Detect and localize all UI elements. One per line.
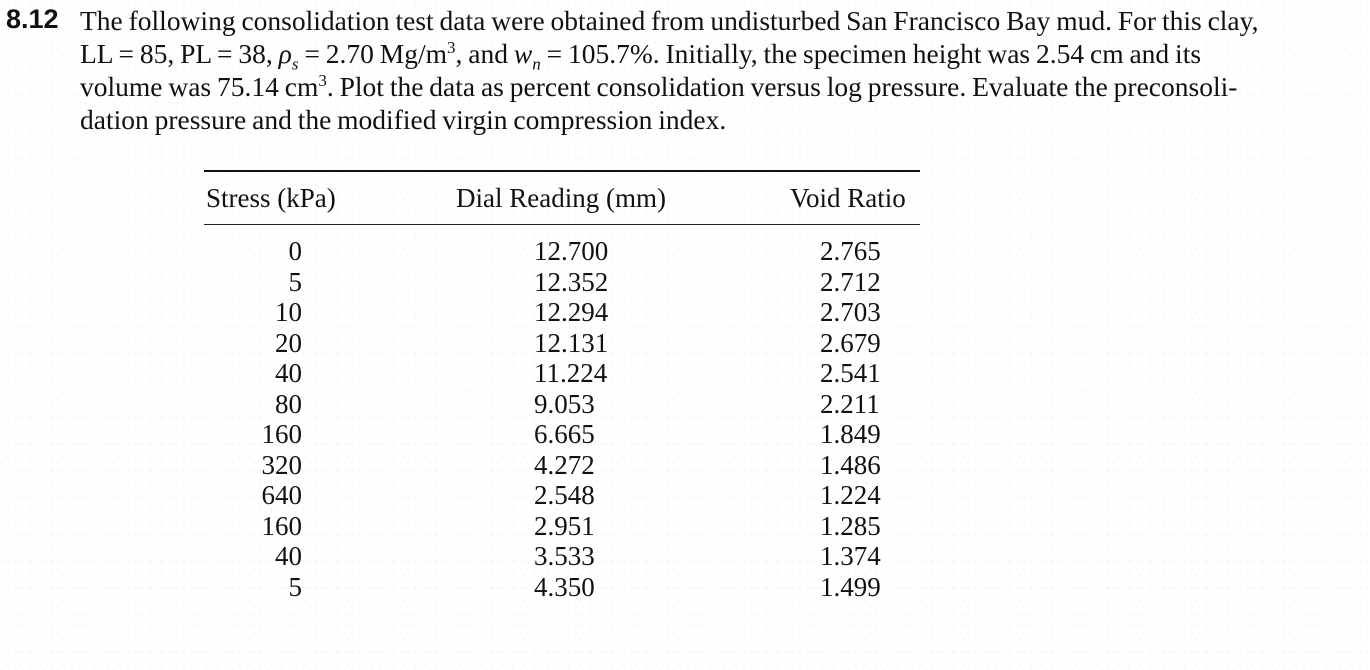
problem-line-2: LL = 85, PL = 38, $\rho_s = 2.70$ $Mg/m^3$, and $w_n = 105.7\%$. Initially, the specimen height was 2.54 cm and its (80, 37, 1202, 74)
table-row (204, 267, 920, 297)
stress-cell: 320 (261, 449, 302, 480)
stress-cell: 5 (288, 266, 302, 297)
table-row (204, 480, 920, 510)
dial-reading-cell: 4.272 (534, 449, 595, 480)
table-row (204, 297, 920, 327)
dial-reading-cell: 12.294 (534, 297, 609, 327)
problem-line-3: volume was 75.14 $cm^3$. Plot the data as percent consolidation versus log pressure. Evaluate the preconsoli- (80, 70, 1238, 102)
table-row (204, 358, 920, 388)
problem-number: 8.12 (6, 4, 59, 34)
stress-cell: 0 (288, 236, 302, 266)
dial-reading-cell: 6.665 (534, 419, 595, 449)
dial-reading-cell: 3.533 (534, 541, 595, 571)
water-content-symbol: w (513, 38, 533, 69)
density-symbol: ρ (278, 38, 292, 69)
table-row (204, 419, 920, 449)
stress-cell: 80 (275, 388, 302, 419)
void-ratio-cell: 1.285 (820, 510, 881, 541)
void-ratio-cell: 1.849 (820, 419, 881, 449)
dial-reading-cell: 2.548 (534, 480, 595, 510)
stress-cell: 160 (261, 510, 302, 541)
void-ratio-cell: 1.374 (820, 541, 881, 571)
table-row (204, 236, 920, 266)
dial-reading-cell: 9.053 (534, 388, 595, 419)
stress-cell: 640 (261, 480, 302, 510)
void-ratio-cell: 1.486 (820, 449, 881, 480)
table-row (204, 450, 920, 480)
stress-cell: 40 (275, 358, 302, 388)
void-ratio-cell: 2.679 (820, 327, 881, 358)
stress-cell: 160 (261, 419, 302, 449)
dial-reading-cell: 11.224 (534, 358, 608, 388)
table-header-rule (204, 224, 920, 225)
stress-cell: 10 (275, 297, 302, 327)
problem-text (80, 4, 1350, 136)
header-void-ratio: Void Ratio (790, 183, 906, 213)
void-ratio-cell: 1.499 (820, 571, 881, 602)
table-row (204, 511, 920, 541)
dial-reading-cell: 12.700 (534, 236, 609, 266)
void-ratio-cell: 2.703 (820, 297, 881, 327)
problem-line-4: dation pressure and the modified virgin compression index. (80, 104, 727, 135)
void-ratio-cell: 2.765 (820, 236, 881, 266)
problem-line-1: The following consolidation test data were obtained from undisturbed San Francisco Bay mud. For this clay, (80, 5, 1259, 36)
void-ratio-cell: 2.211 (820, 388, 880, 419)
dial-reading-cell: 4.350 (534, 571, 595, 602)
dial-reading-cell: 12.131 (534, 327, 609, 358)
stress-cell: 20 (275, 327, 302, 358)
table-row (204, 389, 920, 419)
header-dial-reading: Dial Reading (mm) (456, 183, 666, 213)
stress-cell: 40 (275, 541, 302, 571)
table-row (204, 572, 920, 602)
void-ratio-cell: 2.712 (820, 266, 881, 297)
table-top-rule (204, 170, 920, 172)
void-ratio-cell: 2.541 (820, 358, 881, 388)
table-row (204, 328, 920, 358)
dial-reading-cell: 2.951 (534, 510, 595, 541)
header-stress: Stress (kPa) (206, 183, 336, 213)
table-row (204, 541, 920, 571)
stress-cell: 5 (288, 571, 302, 602)
dial-reading-cell: 12.352 (534, 266, 609, 297)
void-ratio-cell: 1.224 (820, 480, 881, 510)
